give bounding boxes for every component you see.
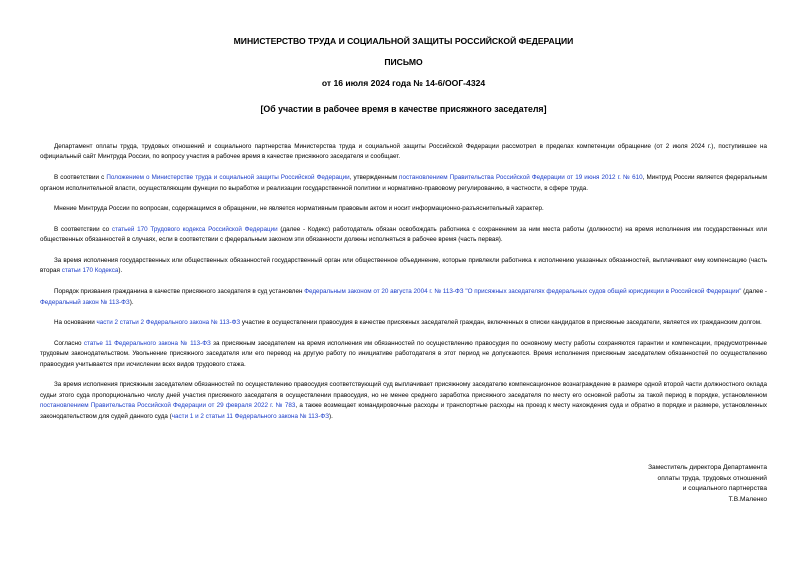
signature-position-line-3: и социального партнерства	[682, 485, 767, 493]
paragraph-text: ).	[129, 298, 134, 306]
body-paragraph	[40, 318, 767, 328]
paragraph-text: ).	[329, 412, 333, 420]
body-paragraph	[40, 256, 767, 277]
paragraph-text: В соответствии с	[54, 174, 107, 182]
body-paragraph	[40, 204, 767, 214]
legal-reference-link[interactable]: постановлением Правительства Российской Федерации от 19 июня 2012 г. № 610	[399, 174, 643, 182]
document-date-number: от 16 июля 2024 года № 14-6/ООГ-4324	[321, 78, 486, 88]
body-paragraph	[40, 287, 767, 308]
paragraph-text: На основании	[54, 319, 97, 327]
paragraph-text: за присяжным заседателем на время исполнения им обязанностей по осуществлению правосудия по основному месту работы сохраняются гарантии и компенсации, предусмотренные трудовым законодательством. Увольнение присяжного заседателя или его перевод на другую работу по инициативе работодателя в этот период не допускаются. Время исполнения присяжным заседателем обязанностей по осуществлению правосудия учитывается при исчислении всех видов трудового стажа.	[40, 339, 767, 368]
paragraph-text: Согласно	[54, 339, 84, 347]
document-header	[40, 0, 767, 114]
signature-position-line-2: оплаты труда, трудовых отношений	[657, 474, 767, 482]
legal-reference-link[interactable]: статье 11 Федерального закона № 113-ФЗ	[83, 339, 211, 347]
paragraph-text: (далее -	[741, 288, 767, 296]
document-body	[40, 142, 767, 422]
legal-reference-link[interactable]: постановлением Правительства Российской Федерации от 29 февраля 2022 г. № 783	[40, 402, 296, 410]
paragraph-text: В соответствии со	[54, 225, 112, 233]
legal-reference-link[interactable]: Положением о Министерстве труда и социальной защиты Российской Федерации	[106, 174, 350, 182]
body-paragraph	[40, 339, 767, 370]
body-paragraph	[40, 225, 767, 246]
paragraph-text: , утвержденным	[349, 174, 400, 182]
legal-reference-link[interactable]: Федеральным законом от 20 августа 2004 г. № 113-ФЗ "О присяжных заседателях федеральных судов общей юрисдикции в Российской Федерации"	[304, 288, 742, 296]
paragraph-text: ).	[118, 267, 123, 275]
legal-reference-link[interactable]: части 2 статьи 2 Федерального закона № 113-ФЗ	[96, 319, 241, 327]
document-subject: [Об участии в рабочее время в качестве присяжного заседателя]	[260, 104, 547, 114]
signature-block	[648, 463, 767, 505]
paragraph-text: Департамент оплаты труда, трудовых отношений и социального партнерства Министерства труда и социальной защиты Российской Федерации рассмотрел в пределах компетенции обращение (от 2 июля 2024 г.), поступившее на официальный сайт Минтруда России, по вопросу участия в рабочее время в качестве присяжного заседателя и сообщает.	[40, 143, 767, 161]
legal-reference-link[interactable]: статьи 170 Кодекса	[61, 267, 119, 275]
legal-reference-link[interactable]: статьей 170 Трудового кодекса Российской Федерации	[111, 225, 278, 233]
signature-name: Т.В.Маленко	[728, 495, 767, 503]
legal-reference-link[interactable]: Федеральный закон № 113-ФЗ	[40, 298, 130, 306]
paragraph-text: Порядок призвания гражданина в качестве присяжного заседателя в суд установлен	[54, 288, 305, 296]
paragraph-text: участие в осуществлении правосудия в качестве присяжных заседателей граждан, включенных в списки кандидатов в присяжные заседатели, является их гражданским долгом.	[240, 319, 762, 327]
legal-reference-link[interactable]: части 1 и 2 статьи 11 Федерального закона № 113-ФЗ	[171, 412, 329, 420]
document-type: ПИСЬМО	[384, 57, 423, 67]
body-paragraph	[40, 380, 767, 422]
body-paragraph	[40, 173, 767, 194]
paragraph-text: (далее - Кодекс) работодатель обязан освобождать работника с сохранением за ним места работы (должности) на время исполнения им государственных или общественных обязанностей в случаях, если в соответствии с федеральным законом эти обязанности должны исполняться в рабочее время (часть первая).	[40, 225, 767, 244]
paragraph-text: , а также возмещает командировочные расходы и транспортные расходы на проезд к месту нахождения суда и обратно в порядке и размере, установленных законодательством для судей данного суда (	[40, 402, 767, 420]
body-paragraph	[40, 142, 767, 163]
paragraph-text: , Минтруд России является федеральным органом исполнительной власти, осуществляющим функции по выработке и реализации государственной политики и нормативно-правовому регулированию, в частности, в сфере труда.	[40, 174, 768, 192]
signature-position-line-1: Заместитель директора Департамента	[648, 464, 767, 471]
paragraph-text: За время исполнения государственных или общественных обязанностей государственный орган или общественное объединение, которые привлекли работника к исполнению указанных обязанностей, выплачивают ему компенсацию (часть вторая	[40, 257, 767, 275]
paragraph-text: За время исполнения присяжным заседателем обязанностей по осуществлению правосудия соответствующий суд выплачивает присяжному заседателю компенсационное вознаграждение в размере одной второй части должностного оклада судьи этого суда пропорционально числу дней участия присяжного заседателя в осуществлении правосудия, но не менее среднего заработка присяжного заседателя по месту его основной работы за такой период в порядке, установленном	[40, 381, 767, 399]
ministry-title: МИНИСТЕРСТВО ТРУДА И СОЦИАЛЬНОЙ ЗАЩИТЫ РОССИЙСКОЙ ФЕДЕРАЦИИ	[233, 36, 574, 46]
paragraph-text: Мнение Минтруда России по вопросам, содержащимся в обращении, не является нормативным правовым актом и носит информационно-разъяснительный характер.	[54, 205, 544, 213]
